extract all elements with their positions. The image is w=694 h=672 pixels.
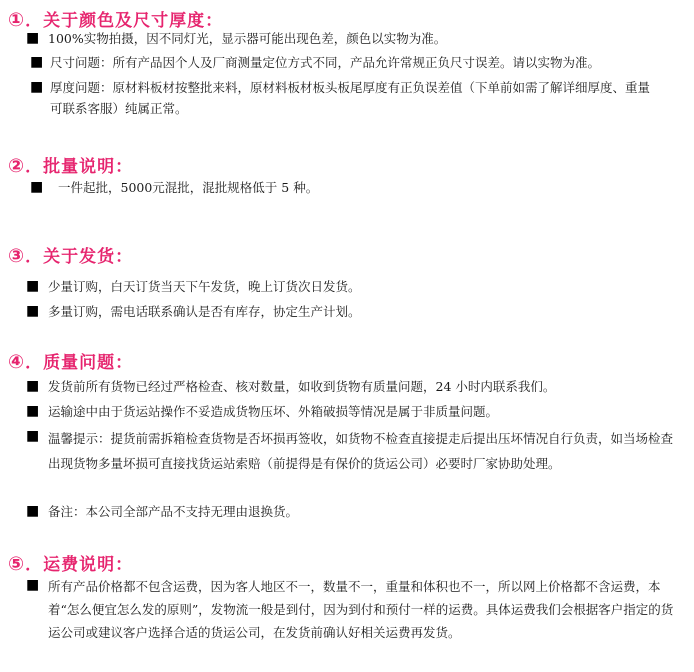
section-heading-5 — [8, 550, 133, 575]
bullet-icon: ■ — [30, 79, 44, 95]
bullet-icon: ■ — [26, 577, 40, 593]
list-item: 所有产品价格都不包含运费，因为客人地区不一，数量不一，重量和体积也不一，所以网上价格都不含运费，本着“怎么便宜怎么发的原则”，发物流一般是到付，因为到付和预付一样的运费。具体运费我们会根据客户指定的货运公司或建议客户选择合适的货运公司，在发货前确认好相关运费再发货。 — [48, 579, 674, 640]
list-item: 一件起批，5000元混批，混批规格低于 5 种。 — [58, 180, 319, 195]
bullet-icon: ■ — [30, 179, 44, 195]
circled-number-5: ⑤ — [8, 553, 26, 575]
section-title-1: ．关于颜色及尺寸厚度： — [25, 11, 224, 31]
section-title-4: ．质量问题： — [25, 353, 134, 373]
bullet-icon: ■ — [26, 30, 40, 46]
bullet-icon: ■ — [26, 378, 40, 394]
section-title-3: ．关于发货： — [25, 247, 134, 267]
list-item — [50, 77, 662, 119]
bullet-icon: ■ — [30, 54, 44, 70]
list-item: 100%实物拍摄，因不同灯光，显示器可能出现色差，颜色以实物为准。 — [48, 31, 447, 46]
bullet-icon: ■ — [26, 303, 40, 319]
section-title-5: ．运费说明： — [25, 555, 134, 575]
bullet-icon: ■ — [26, 503, 40, 519]
circled-number-4: ④ — [8, 351, 26, 373]
section-title-2: ．批量说明： — [25, 157, 134, 177]
bullet-icon: ■ — [26, 428, 40, 444]
section-heading-2 — [8, 152, 133, 177]
list-item: 少量订购，白天订货当天下午发货，晚上订货次日发货。 — [48, 279, 361, 294]
list-item: 尺寸问题：所有产品因个人及厂商测量定位方式不同，产品允许常规正负尺寸误差。请以实物为准。 — [50, 55, 601, 70]
list-item: 运输途中由于货运站操作不妥造成货物压坏、外箱破损等情况是属于非质量问题。 — [48, 404, 499, 419]
bullet-icon: ■ — [26, 403, 40, 419]
bullet-icon: ■ — [26, 278, 40, 294]
section-heading-4 — [8, 348, 133, 373]
list-item: 多量订购，需电话联系确认是否有库存，协定生产计划。 — [48, 304, 361, 319]
section-heading-3 — [8, 242, 133, 267]
list-item: 温馨提示：提货前需拆箱检查货物是否坏损再签收，如货物不检查直接提走后提出压坏情况自行负责，如当场检查出现货物多量坏损可直接找货运站索赔（前提得是有保价的货运公司）必要时厂家协助处理。 — [48, 431, 674, 471]
list-item-text: 厚度问题：原材料板材按整批来料，原材料板材板头板尾厚度有正负误差值（下单前如需了解详细厚度、重量可联系客服）纯属正常。 — [50, 80, 651, 116]
circled-number-3: ③ — [8, 245, 26, 267]
circled-number-1: ① — [8, 9, 26, 31]
circled-number-2: ② — [8, 155, 26, 177]
list-item: 发货前所有货物已经过严格检查、核对数量，如收到货物有质量问题，24 小时内联系我们。 — [48, 379, 556, 394]
list-item: 备注：本公司全部产品不支持无理由退换货。 — [48, 504, 299, 519]
